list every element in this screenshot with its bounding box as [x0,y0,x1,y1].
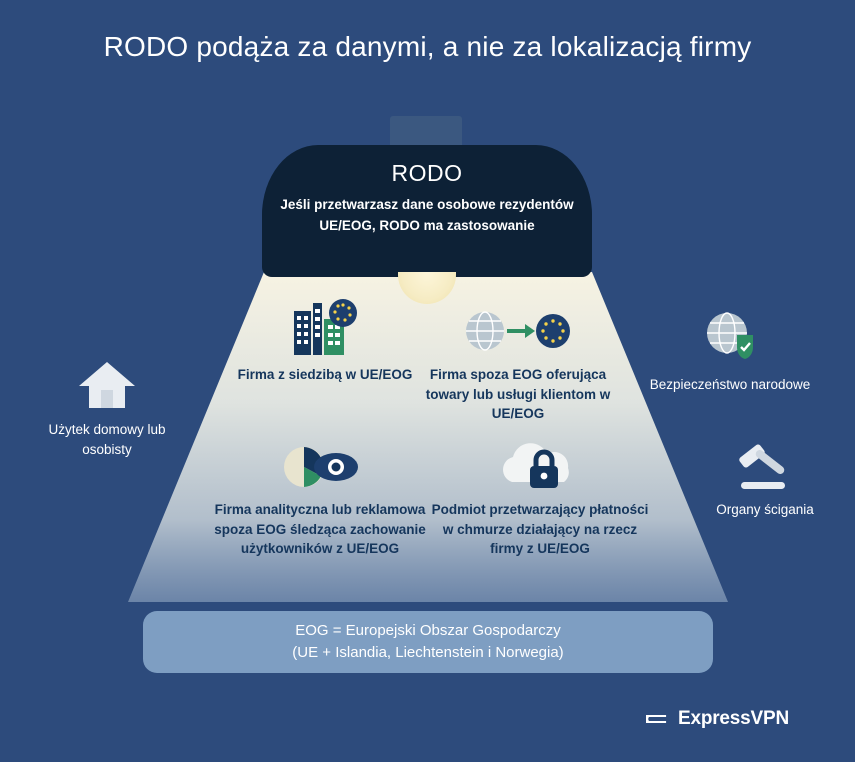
lamp-description: Jeśli przetwarzasz dane osobowe rezydentów UE/EOG, RODO ma zastosowanie [280,197,574,233]
globe-arrow-eu-icon [408,295,628,357]
item-office [230,295,420,385]
pie-chart-eye-icon [205,430,435,492]
footnote-text [292,620,563,664]
footnote-pill [143,611,713,673]
item-home-use [42,350,172,459]
gavel-icon [700,430,830,492]
globe-shield-icon [640,305,820,367]
item-analytics-label: Firma analityczna lub reklamowa spoza EOG śledząca zachowanie użytkowników z UE/EOG [214,502,426,557]
item-law-enforcement-label: Organy ścigania [716,502,814,517]
item-cloud [430,430,650,559]
item-globe-label: Firma spoza EOG oferująca towary lub usługi klientom w UE/EOG [425,367,611,422]
office-building-icon [230,295,420,357]
brand-logo [643,706,789,732]
item-national-security-label: Bezpieczeństwo narodowe [649,377,811,392]
item-national-security [640,305,820,395]
item-analytics [205,430,435,559]
footnote-line-1: EOG = Europejski Obszar Gospodarczy [295,622,561,640]
page-title: RODO podąża za danymi, a nie za lokalizacją firmy [103,31,752,62]
footnote-line-2: (UE + Islandia, Liechtenstein i Norwegia) [292,644,564,661]
cloud-lock-icon [430,430,650,492]
item-globe [408,295,628,424]
brand-name: ExpressVPN [677,708,789,729]
item-home-use-label: Użytek domowy lub osobisty [48,422,166,457]
item-law-enforcement [700,430,830,520]
item-office-label: Firma z siedzibą w UE/EOG [237,367,413,382]
house-icon [42,350,172,412]
item-cloud-label: Podmiot przetwarzający płatności w chmurze działający na rzecz firmy z UE/EOG [431,502,649,557]
lamp-label-group [262,160,592,237]
expressvpn-logo-icon [643,706,669,732]
lamp-heading: RODO [391,160,463,186]
